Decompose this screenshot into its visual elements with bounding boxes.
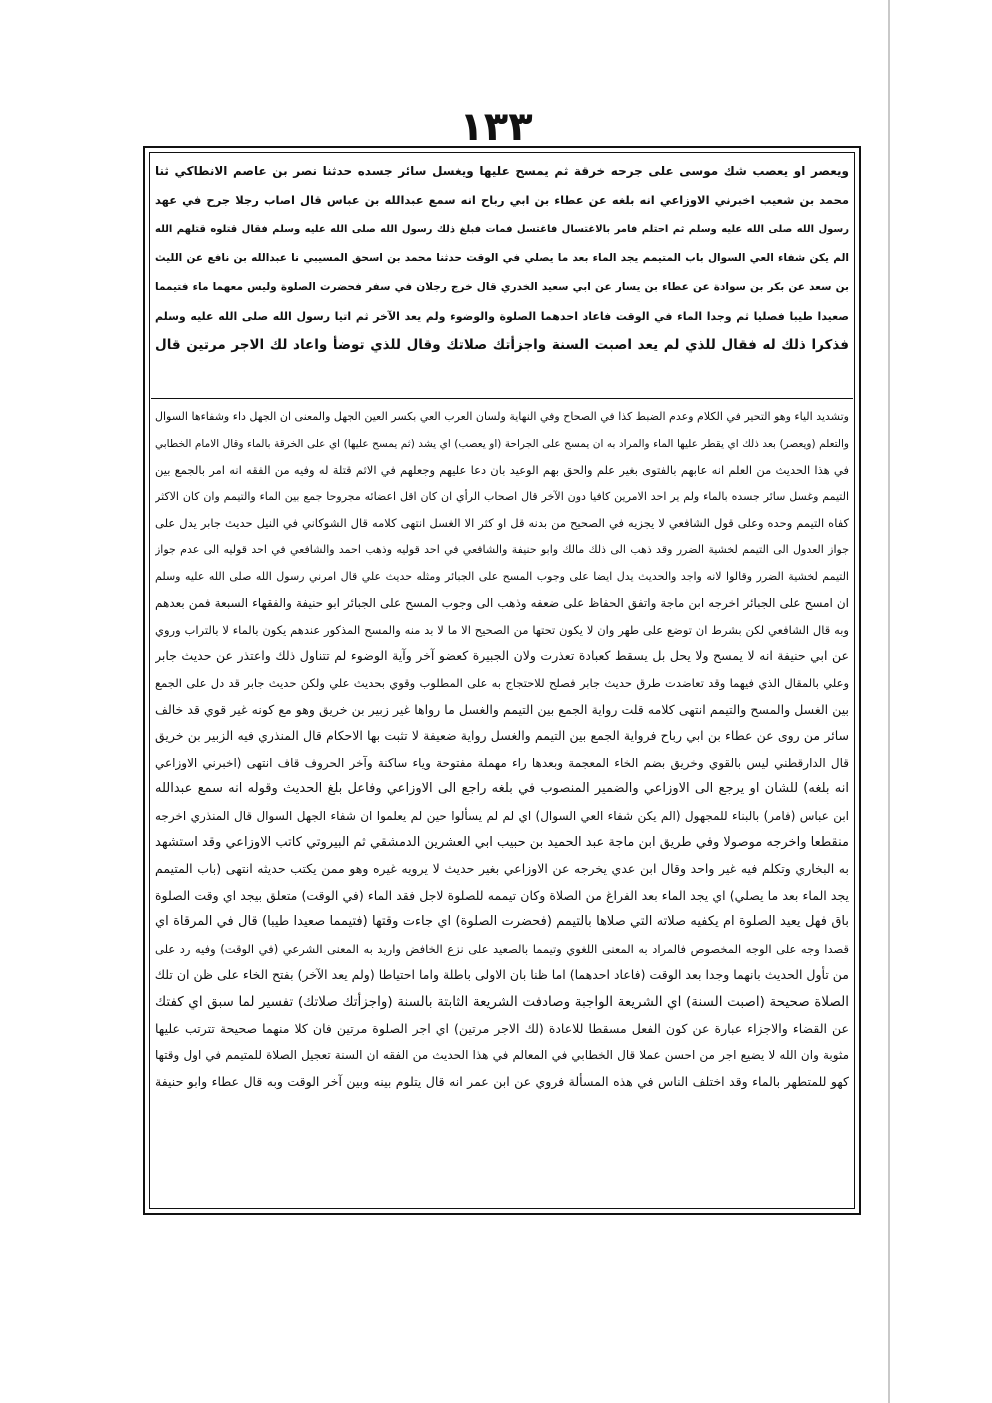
matn-line: الم يكن شفاء العي السوال باب المتيمم يجد الماء بعد ما يصلي في الوقت حدثنا محمد بن اسحق المسيبي نا عبدالله بن نافع عن الليث xyxy=(155,252,849,264)
matn-line: محمد بن شعيب اخبرني الاوزاعي انه بلغه عن عطاء بن ابي رباح انه سمع عبدالله بن عباس قال اصاب رجلا جرح في عهد xyxy=(155,193,849,207)
matn-line: بن سعد عن بكر بن سوادة عن عطاء بن يسار عن ابي سعيد الخدري قال خرج رجلان في سفر فحضرت الصلوة وليس معهما ماء فتيمما xyxy=(155,281,849,293)
sharh-line: كفاه التيمم وحده وعلى قول الشافعي لا يجزيه في الصحيح من بدنه قل او كثر الا الغسل انتهى كلامه قال الشوكاني في النيل حديث جابر يدل على xyxy=(155,516,849,531)
matn-line: رسول الله صلى الله عليه وسلم ثم احتلم فامر بالاغتسال فاغتسل فمات فبلغ ذلك رسول الله صلى الله عليه وسلم فقال قتلوه قتلهم الله xyxy=(155,224,849,235)
sharh-line: وبه قال الشافعي لكن بشرط ان توضع على طهر وان لا يكون تحتها من الصحيح الا ما لا بد منه والمسح المذكور عندهم يكون بالماء لا بالتراب وروي xyxy=(155,622,849,637)
sharh-line: عن ابي حنيفة انه لا يمسح ولا يحل بل يسقط كعبادة تعذرت ولان الجبيرة كعضو آخر وآية الوضوء لم تتناول ذلك واعتذر عن حديث جابر xyxy=(155,648,849,664)
sharh-line: انه بلغه) للشان او يرجع الى الاوزاعي والضمير المنصوب في بلغه راجع الى الاوزاعي وفاعل بلغ الحديث وقوله انه سمع عبدالله xyxy=(155,781,849,797)
sharh-line: التيمم وغسل سائر جسده بالماء ولم ير احد الامرين كافيا دون الآخر قال اصحاب الرأي ان كان اقل اعضائه مجروحا جمع بين الماء والتيمم وان كان الاكثر xyxy=(155,489,849,503)
sharh-line: عن القضاء والاجزاء عبارة عن كون الفعل مسقطا للاعادة (لك الاجر مرتين) اي اجر الصلوة مرتين فان كلا منهما صحيحة تترتب عليها xyxy=(155,1020,849,1036)
sharh-line: سائر من روى عن عطاء بن ابي رباح فرواية الجمع بين التيمم والغسل رواية ضعيفة لا تثبت بها الاحكام قال المنذري فيه الزبير بن خريق xyxy=(155,728,849,744)
sharh-line: قال الدارقطني ليس بالقوي وخريق بضم الخاء المعجمة وبعدها راء مهملة مفتوحة وياء ساكنة وآخر الحروف قاف انتهى (اخبرني الاوزاعي xyxy=(155,755,849,770)
sharh-line: باق فهل يعيد الصلوة ام يكفيه صلاته التي صلاها بالتيمم (فحضرت الصلوة) اي جاءت وقتها (فتيمما صعيدا طيبا) قال في المرقاة اي xyxy=(155,914,849,930)
sharh-line: مثوبة وان الله لا يضيع اجر من احسن عملا قال الخطابي في المعالم في هذا الحديث من الفقه ان السنة تعجيل الصلاة للمتيمم في اول وقتها xyxy=(155,1048,849,1063)
sharh-line: التيمم لخشية الضرر وقالوا لانه واجد والحديث يدل ايضا على وجوب المسح على الجبائر ومثله حديث علي قال امرني رسول الله صلى الله عليه وسلم xyxy=(155,569,849,583)
sharh-line: قصدا وجه على الوجه المخصوص فالمراد به المعنى اللغوي وتيمما بالصعيد على نزع الخافض واريد به المعنى الشرعي (في الوقت) وفيه رد على xyxy=(155,941,849,956)
sharh-line: في هذا الحديث من العلم انه عابهم بالفتوى بغير علم والحق بهم الوعيد بان دعا عليهم وجعلهم في الاثم قتلة له وفيه من الفقه انه امر بالجمع بين xyxy=(155,463,849,478)
page-number: ۱۳۳ xyxy=(459,104,533,150)
sharh-line: منقطعا واخرجه موصولا وفي طريق ابن ماجة عبد الحميد بن حبيب ابي العشرين الدمشقي ثم البيروتي كاتب الاوزاعي وقد استشهد xyxy=(155,834,849,850)
matn-line: صعيدا طيبا فصليا ثم وجدا الماء في الوقت فاعاد احدهما الصلوة والوضوء ولم يعد الآخر ثم اتيا رسول الله صلى الله عليه وسلم xyxy=(155,310,849,323)
sharh-line: ان امسح على الجبائر اخرجه ابن ماجة واتفق الحفاظ على ضعفه وذهب الى وجوب المسح على الجبائر ابو حنيفة والفقهاء السبعة فمن بعدهم xyxy=(155,596,849,611)
sharh-line: كهو للمتطهر بالماء وقد اختلف الناس في هذه المسألة فروي عن ابن عمر انه قال يتلوم بينه وبين آخر الوقت وبه قال عطاء وابو حنيفة xyxy=(155,1073,849,1089)
matn-text-block xyxy=(155,157,849,390)
sharh-line: وتشديد الياء وهو التحير في الكلام وعدم الضبط كذا في الصحاح وفي النهاية ولسان العرب العي بكسر العين الجهل والمعنى ان الجهل داء وشفاءها السوال xyxy=(155,410,849,423)
sharh-line: ابن عباس (فامر) بالبناء للمجهول (الم يكن شفاء العي السوال) اي لم لم يسألوا حين لم يعلموا ان شفاء الجهل السوال قال المنذري اخرجه xyxy=(155,808,849,823)
binding-margin-line xyxy=(888,0,890,1403)
sharh-line: بين الغسل والمسح والتيمم انتهى كلامه قلت رواية الجمع بين التيمم والغسل ما رواها غير زبير بن خريق وهو مع كونه غير قوي قد خالف xyxy=(155,701,849,717)
sharh-line: من تأول الحديث بانهما وجدا بعد الوقت (فاعاد احدهما) اما ظنا بان الاولى باطلة واما احتياطا (ولم يعد الآخر) بفتح الخاء على ظن ان تلك xyxy=(155,967,849,983)
sharh-line: به البخاري وتكلم فيه غير واحد وقال ابن عدي يخرجه عن الاوزاعي بغير حديث لا يرويه غيره وهو ممن يكتب حديثه انتهى (باب المتيمم xyxy=(155,861,849,877)
matn-line: ويعصر او يعصب شك موسى على جرحه خرقة ثم يمسح عليها ويغسل سائر جسده حدثنا نصر بن عاصم الانطاكي ثنا xyxy=(155,164,849,178)
text-frame xyxy=(143,146,861,1215)
matn-sharh-divider xyxy=(151,398,853,399)
matn-line: فذكرا ذلك له فقال للذي لم يعد اصبت السنة واجزأتك صلاتك وقال للذي توضأ واعاد لك الاجر مرتين قال xyxy=(155,337,849,353)
sharh-line: الصلاة صحيحة (اصبت السنة) اي الشريعة الواجبة وصادفت الشريعة الثابتة بالسنة (واجزأتك صلاتك) تفسير لما سبق اي كفتك xyxy=(155,994,849,1011)
sharh-commentary-block xyxy=(155,404,849,1205)
sharh-line: يجد الماء بعد ما يصلي) اي يجد الماء بعد الفراغ من الصلاة وكان تيممه للصلوة لاجل فقد الماء (في الوقت) متعلق بيجد اي وقت الصلوة xyxy=(155,887,849,903)
sharh-line: والتعلم (ويعصر) بعد ذلك اي يقطر عليها الماء والمراد به ان يمسح على الجراحة (او يعصب) اي يشد (ثم يمسح عليها) اي على الخرقة بالماء وقال الامام الخطابي xyxy=(155,437,849,450)
sharh-line: جواز العدول الى التيمم لخشية الضرر وقد ذهب الى ذلك مالك وابو حنيفة والشافعي في احد قوليه وذهب احمد والشافعي في احد قوليه الى عدم جواز xyxy=(155,542,849,556)
sharh-line: وعلي بالمقال الذي فيهما وقد تعاضدت طرق حديث جابر فصلح للاحتجاج به على المطلوب وقوي بحديث علي ولكن حديث جابر قد دل على الجمع xyxy=(155,675,849,690)
